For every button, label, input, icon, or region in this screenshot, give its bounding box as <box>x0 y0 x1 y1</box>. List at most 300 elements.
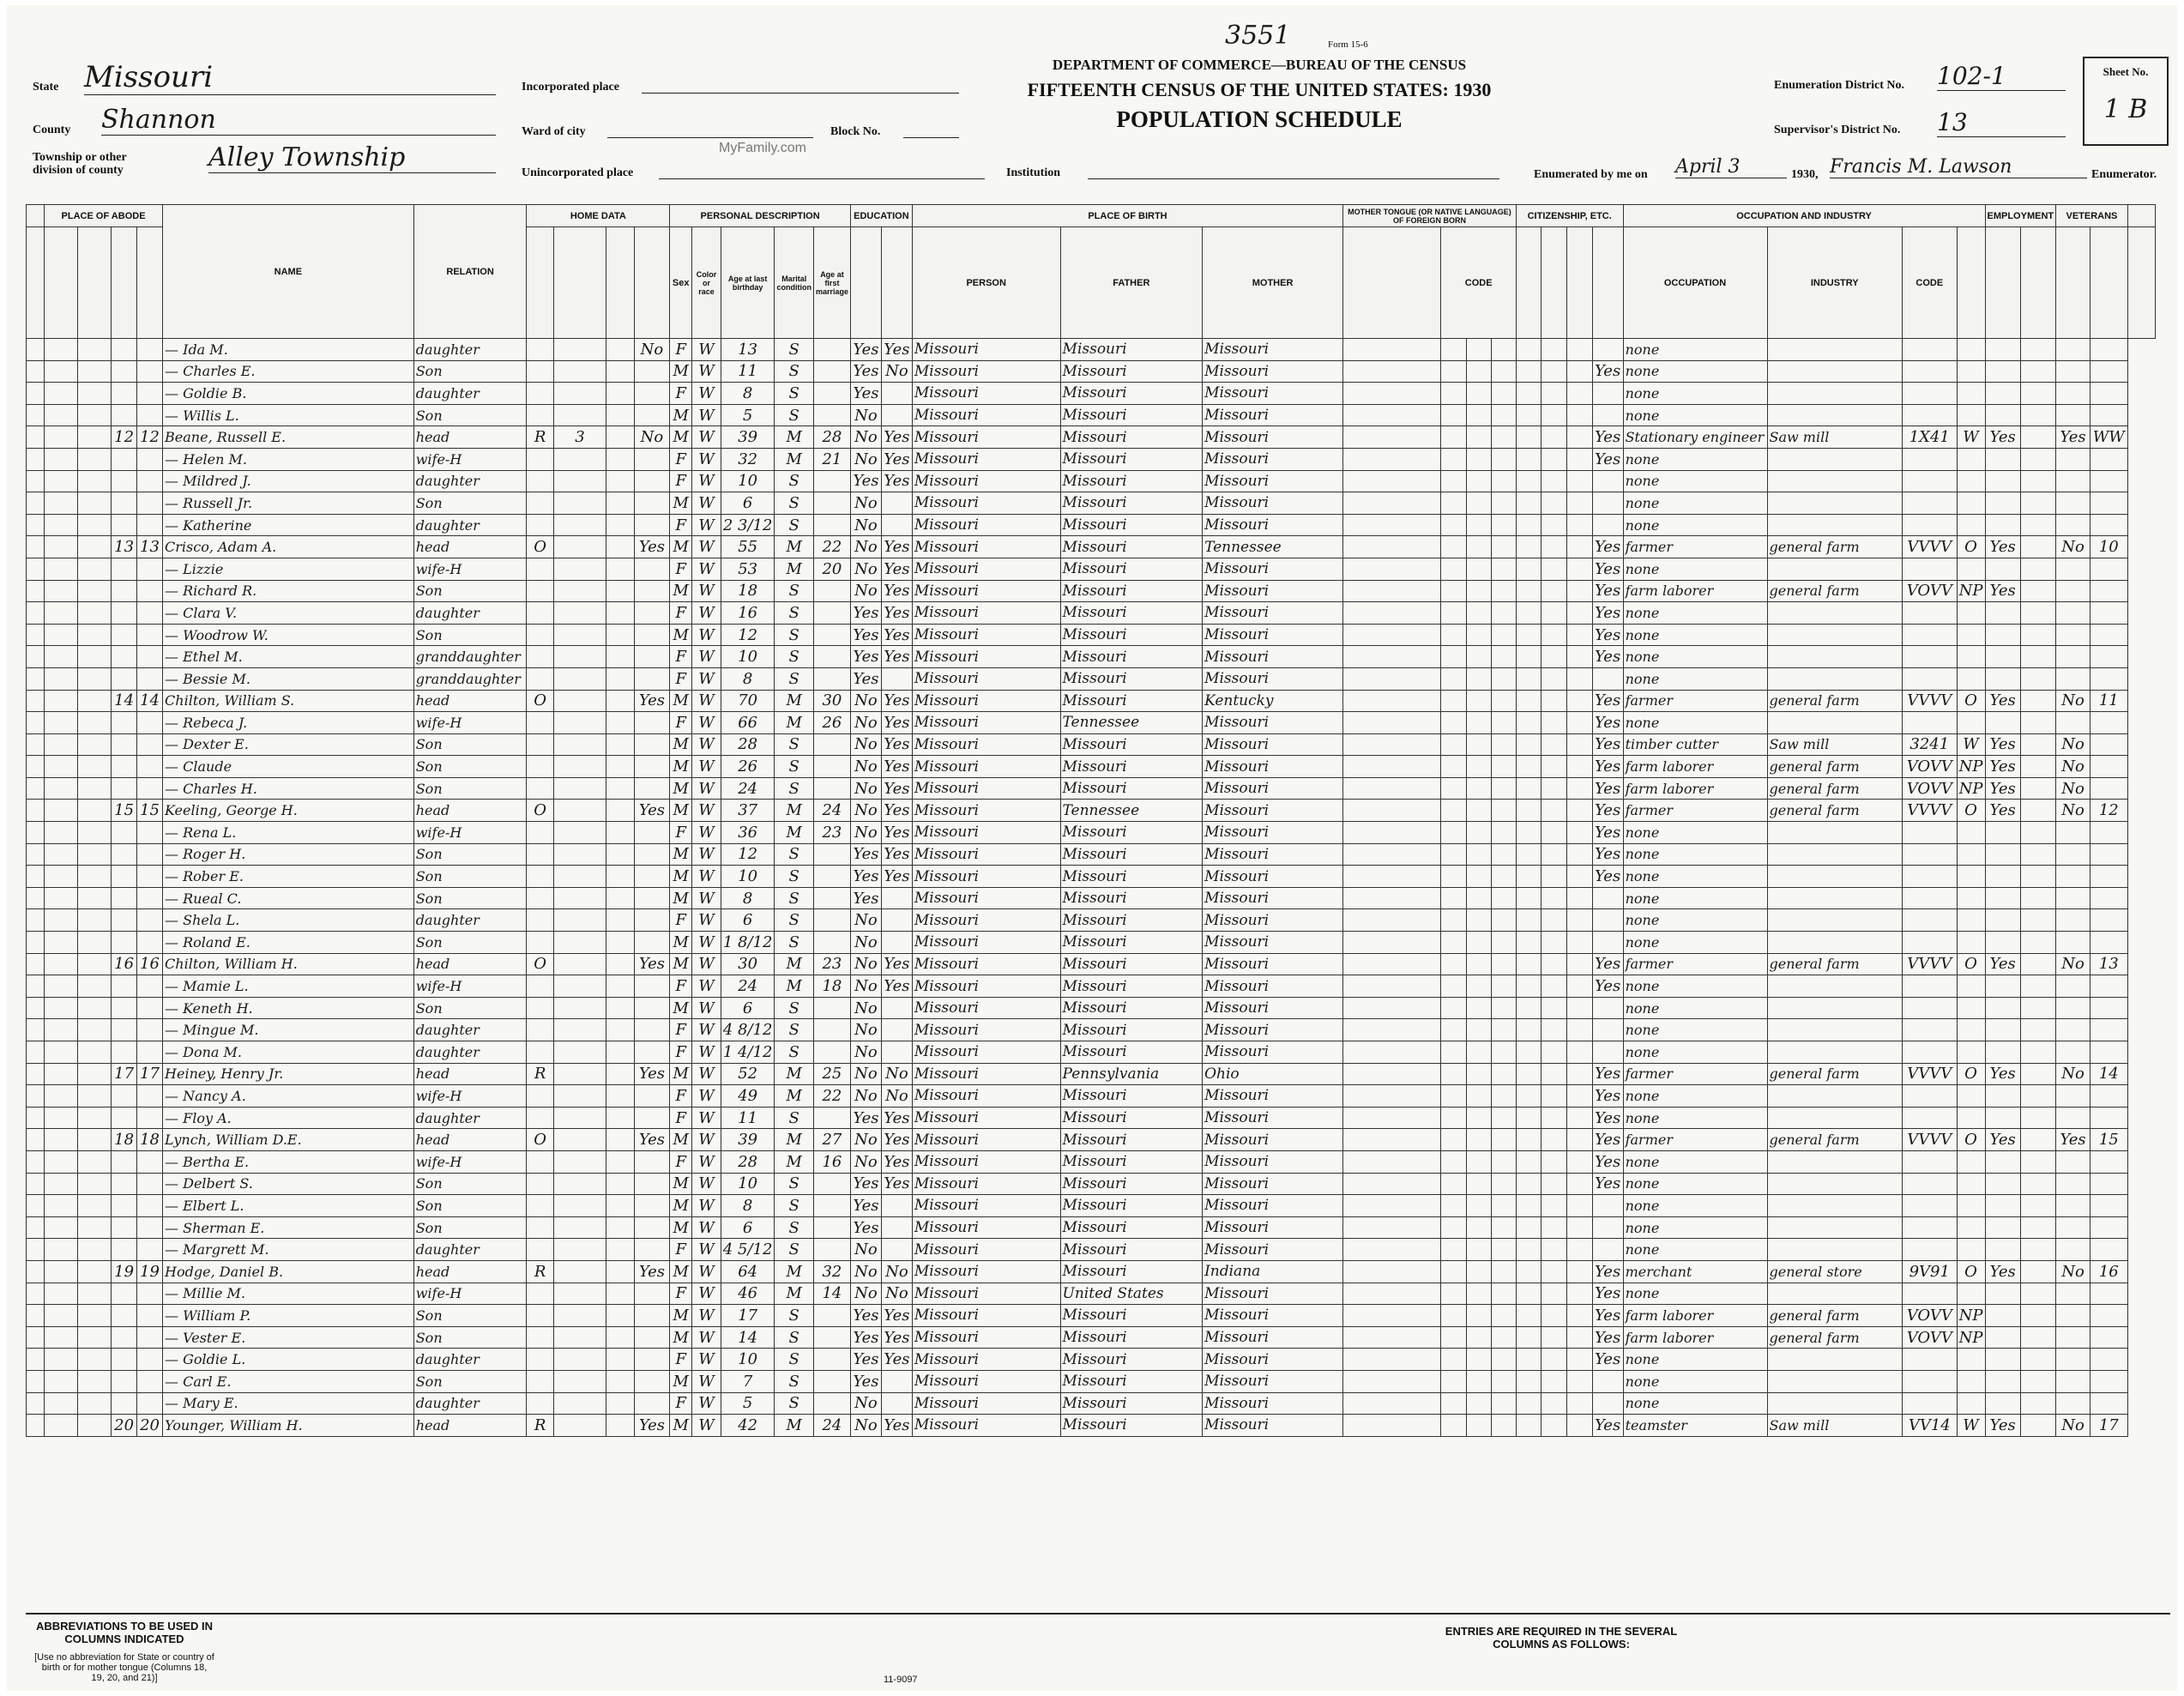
relation-header: RELATION <box>413 205 527 339</box>
occ-cell: timber cutter <box>1623 733 1767 756</box>
blank-cell <box>1516 536 1541 558</box>
mar-cell: M <box>775 1063 813 1085</box>
read-cell: Yes <box>881 712 912 734</box>
val-cell <box>553 1305 606 1327</box>
farm-cell <box>634 997 670 1019</box>
table-row <box>27 1129 2177 1151</box>
agem-cell: 32 <box>813 1260 850 1283</box>
mbp-cell: Missouri <box>1203 777 1343 800</box>
blank-cell <box>1567 997 1593 1019</box>
dw-cell <box>112 932 137 954</box>
war-cell <box>2090 1305 2127 1327</box>
code-cell <box>1902 909 1957 932</box>
eng-cell: Yes <box>1592 1326 1623 1349</box>
blank-cell <box>1541 887 1567 909</box>
blank-cell <box>45 1283 78 1305</box>
read-cell: Yes <box>881 448 912 470</box>
bp-cell: Missouri <box>912 932 1060 954</box>
home-cell <box>527 624 553 646</box>
ind-cell <box>1767 339 1902 361</box>
fam-cell: 14 <box>137 690 163 712</box>
blank-cell <box>1466 1173 1491 1195</box>
table-row <box>27 1239 2177 1261</box>
home-cell: O <box>527 1129 553 1151</box>
occ-cell: none <box>1623 558 1767 580</box>
agem-cell: 22 <box>813 536 850 558</box>
eng-cell: Yes <box>1592 448 1623 470</box>
blank-cell <box>1516 1107 1541 1129</box>
line-number <box>27 1260 45 1283</box>
blank-cell <box>1516 404 1541 426</box>
eng-cell <box>1592 1041 1623 1064</box>
war-cell <box>2090 383 2127 405</box>
blank-cell <box>1516 1063 1541 1085</box>
age-cell: 30 <box>721 953 775 975</box>
sex-cell: F <box>670 1085 692 1108</box>
name-cell: — Carl E. <box>163 1370 414 1392</box>
ind-cell <box>1767 1195 1902 1217</box>
age-cell: 10 <box>721 866 775 888</box>
blank-cell <box>1343 909 1441 932</box>
farm-cell <box>634 1041 670 1064</box>
name-cell: — Ida M. <box>163 339 414 361</box>
ind-cell <box>1767 1107 1902 1129</box>
blank-cell <box>1491 690 1516 712</box>
blank-cell <box>45 887 78 909</box>
code-cell <box>1902 1107 1957 1129</box>
blank-cell <box>1466 1326 1491 1349</box>
blank-cell <box>1516 1283 1541 1305</box>
blank-cell <box>1516 602 1541 625</box>
race-cell: W <box>692 514 721 536</box>
rel-cell: Son <box>413 777 527 800</box>
home-cell <box>527 1107 553 1129</box>
blank-cell <box>1466 646 1491 668</box>
person-sub-header: PERSON <box>912 227 1060 339</box>
agem-cell <box>813 339 850 361</box>
val-cell <box>553 756 606 778</box>
blank-cell <box>2020 822 2055 844</box>
bp-cell: Missouri <box>912 1019 1060 1041</box>
mbp-cell: Missouri <box>1203 1041 1343 1064</box>
name-cell: Heiney, Henry Jr. <box>163 1063 414 1085</box>
radio-cell <box>606 1085 634 1108</box>
mbp-cell: Missouri <box>1203 1173 1343 1195</box>
rel-cell: wife-H <box>413 1283 527 1305</box>
fam-cell: 13 <box>137 536 163 558</box>
vet-cell <box>2056 997 2090 1019</box>
fam-cell: 20 <box>137 1415 163 1437</box>
bp-cell: Missouri <box>912 1216 1060 1239</box>
line-number <box>27 843 45 866</box>
blank-cell <box>1441 1326 1466 1349</box>
bp-cell: Missouri <box>912 536 1060 558</box>
fbp-cell: Missouri <box>1060 470 1203 492</box>
eng-cell: Yes <box>1592 1063 1623 1085</box>
dw-cell <box>112 492 137 515</box>
fbp-cell: Missouri <box>1060 909 1203 932</box>
blank-cell <box>1466 932 1491 954</box>
mar-cell: M <box>775 426 813 449</box>
war-cell: 15 <box>2090 1129 2127 1151</box>
blank-cell <box>1491 426 1516 449</box>
agem-cell <box>813 1019 850 1041</box>
val-cell <box>553 448 606 470</box>
name-cell: — Woodrow W. <box>163 624 414 646</box>
war-cell <box>2090 1195 2127 1217</box>
ind-cell <box>1767 470 1902 492</box>
language-sub-header <box>1343 227 1441 339</box>
name-cell: Crisco, Adam A. <box>163 536 414 558</box>
fam-cell <box>137 1392 163 1415</box>
code-cell <box>1902 997 1957 1019</box>
blank-cell <box>2020 1085 2055 1108</box>
fam-cell <box>137 383 163 405</box>
dw-cell <box>112 646 137 668</box>
name-cell: — Mary E. <box>163 1392 414 1415</box>
fam-cell <box>137 975 163 998</box>
blank-cell <box>1541 1150 1567 1173</box>
war-cell <box>2090 997 2127 1019</box>
name-cell: — Floy A. <box>163 1107 414 1129</box>
read-cell: Yes <box>881 733 912 756</box>
vet-cell <box>2056 1392 2090 1415</box>
eng-cell <box>1592 383 1623 405</box>
sch-cell: Yes <box>850 360 881 383</box>
cls-cell: O <box>1957 1063 1985 1085</box>
blank-cell <box>1466 1041 1491 1064</box>
age-cell: 1 8/12 <box>721 932 775 954</box>
blank-cell <box>1516 1195 1541 1217</box>
race-cell: W <box>692 492 721 515</box>
mother-tongue-header: MOTHER TONGUE (OR NATIVE LANGUAGE) OF FOREIGN BORN <box>1343 205 1517 227</box>
cls-cell <box>1957 1195 1985 1217</box>
age-cell: 14 <box>721 1326 775 1349</box>
mar-cell: S <box>775 646 813 668</box>
name-cell: — Mildred J. <box>163 470 414 492</box>
blank-cell <box>1567 536 1593 558</box>
blank-cell <box>45 1349 78 1371</box>
farm-cell <box>634 383 670 405</box>
fam-cell: 17 <box>137 1063 163 1085</box>
occ-cell: farm laborer <box>1623 580 1767 602</box>
cls-cell: NP <box>1957 1326 1985 1349</box>
fbp-cell: Missouri <box>1060 1326 1203 1349</box>
race-cell: W <box>692 470 721 492</box>
eng-cell <box>1592 887 1623 909</box>
line-number <box>27 383 45 405</box>
blank-cell <box>1491 1041 1516 1064</box>
race-cell: W <box>692 756 721 778</box>
blank-cell <box>45 558 78 580</box>
sch-cell: No <box>850 777 881 800</box>
rel-cell: Son <box>413 492 527 515</box>
blank-cell <box>1491 339 1516 361</box>
rel-cell: head <box>413 1415 527 1437</box>
census-title: FIFTEENTH CENSUS OF THE UNITED STATES: 1930 <box>1027 79 1492 100</box>
home-cell <box>527 514 553 536</box>
home-cell <box>527 1283 553 1305</box>
radio-cell <box>606 712 634 734</box>
mar-cell: S <box>775 339 813 361</box>
age-cell: 36 <box>721 822 775 844</box>
age-cell: 12 <box>721 843 775 866</box>
bp-cell: Missouri <box>912 1107 1060 1129</box>
bp-cell: Missouri <box>912 383 1060 405</box>
blank-cell <box>1541 536 1567 558</box>
war-cell <box>2090 756 2127 778</box>
name-cell: — Goldie B. <box>163 383 414 405</box>
agem-cell: 27 <box>813 1129 850 1151</box>
bp-cell: Missouri <box>912 646 1060 668</box>
fbp-cell: Missouri <box>1060 932 1203 954</box>
sex-cell: M <box>670 1063 692 1085</box>
dw-cell: 19 <box>112 1260 137 1283</box>
mbp-cell: Missouri <box>1203 426 1343 449</box>
race-cell: W <box>692 580 721 602</box>
agem-cell <box>813 1305 850 1327</box>
radio-cell <box>606 1349 634 1371</box>
home-cell: R <box>527 1415 553 1437</box>
home-cell <box>527 646 553 668</box>
blank-cell <box>2020 536 2055 558</box>
occ-cell: none <box>1623 975 1767 998</box>
age-cell: 53 <box>721 558 775 580</box>
line-number <box>27 1216 45 1239</box>
occ-cell: none <box>1623 470 1767 492</box>
blank-cell <box>1567 777 1593 800</box>
blank-cell <box>2020 690 2055 712</box>
sex-cell: F <box>670 448 692 470</box>
age-cell: 64 <box>721 1260 775 1283</box>
agem-cell <box>813 1370 850 1392</box>
mar-cell: S <box>775 360 813 383</box>
work-cell <box>1985 492 2020 515</box>
ind-cell <box>1767 932 1902 954</box>
sch-cell: Yes <box>850 470 881 492</box>
fbp-cell: Missouri <box>1060 624 1203 646</box>
blank-cell <box>78 339 112 361</box>
work-cell <box>1985 448 2020 470</box>
table-row <box>27 777 2177 800</box>
cls-cell <box>1957 404 1985 426</box>
blank-cell <box>1343 360 1441 383</box>
blank-cell <box>1541 777 1567 800</box>
sch-cell: Yes <box>850 866 881 888</box>
rel-cell: daughter <box>413 1041 527 1064</box>
blank-cell <box>1541 822 1567 844</box>
val-cell <box>553 339 606 361</box>
read-cell <box>881 1370 912 1392</box>
read-cell <box>881 514 912 536</box>
table-row <box>27 1173 2177 1195</box>
blank-cell <box>1441 536 1466 558</box>
blank-cell <box>45 1415 78 1437</box>
blank-cell <box>2020 383 2055 405</box>
blank-cell <box>1343 1173 1441 1195</box>
blank-cell <box>2020 580 2055 602</box>
rel-cell: wife-H <box>413 975 527 998</box>
blank-cell <box>1516 1150 1541 1173</box>
agem-cell <box>813 1216 850 1239</box>
war-cell <box>2090 1392 2127 1415</box>
war-cell <box>2090 1107 2127 1129</box>
val-cell <box>553 1150 606 1173</box>
dw-cell <box>112 1019 137 1041</box>
fbp-cell: Pennsylvania <box>1060 1063 1203 1085</box>
blank-cell <box>1466 866 1491 888</box>
age-cell: 24 <box>721 975 775 998</box>
farm-cell: Yes <box>634 1129 670 1151</box>
blank-cell <box>2020 777 2055 800</box>
war-cell <box>2090 404 2127 426</box>
sex-cell: M <box>670 800 692 822</box>
fbp-cell: Missouri <box>1060 1392 1203 1415</box>
fbp-cell: Missouri <box>1060 1305 1203 1327</box>
dw-cell <box>112 777 137 800</box>
blank-cell <box>2020 733 2055 756</box>
vet-cell <box>2056 602 2090 625</box>
mbp-cell: Missouri <box>1203 1019 1343 1041</box>
mbp-cell: Missouri <box>1203 1305 1343 1327</box>
code-cell: VOVV <box>1902 580 1957 602</box>
blank-cell <box>1441 756 1466 778</box>
work-cell <box>1985 1349 2020 1371</box>
race-cell: W <box>692 1283 721 1305</box>
name-cell: — Ethel M. <box>163 646 414 668</box>
mar-cell: M <box>775 1260 813 1283</box>
line-number <box>27 1107 45 1129</box>
school-sub-header <box>850 227 881 339</box>
mbp-cell: Missouri <box>1203 953 1343 975</box>
sch-cell: No <box>850 580 881 602</box>
work-cell <box>1985 1216 2020 1239</box>
work-cell: Yes <box>1985 800 2020 822</box>
blank-cell <box>1567 470 1593 492</box>
table-row <box>27 580 2177 602</box>
blank-cell <box>1567 1370 1593 1392</box>
mbp-cell: Missouri <box>1203 448 1343 470</box>
home-cell <box>527 866 553 888</box>
val-cell <box>553 1239 606 1261</box>
dw-cell <box>112 887 137 909</box>
blank-cell <box>1541 733 1567 756</box>
farm-cell <box>634 1085 670 1108</box>
ind-cell <box>1767 646 1902 668</box>
dw-cell <box>112 339 137 361</box>
blank-cell <box>78 866 112 888</box>
blank-cell <box>1516 1085 1541 1108</box>
read-write-sub-header <box>881 227 912 339</box>
cls-cell <box>1957 492 1985 515</box>
radio-cell <box>606 1019 634 1041</box>
occ-cell: none <box>1623 822 1767 844</box>
blank-cell <box>78 1415 112 1437</box>
ind-cell <box>1767 492 1902 515</box>
val-cell <box>553 1392 606 1415</box>
occ-cell: farm laborer <box>1623 1305 1767 1327</box>
eng-cell: Yes <box>1592 1107 1623 1129</box>
watermark: MyFamily.com <box>719 141 806 155</box>
vet-cell <box>2056 1041 2090 1064</box>
fam-cell <box>137 1019 163 1041</box>
radio-cell <box>606 800 634 822</box>
farm-cell <box>634 1283 670 1305</box>
industry-sub-header: INDUSTRY <box>1767 227 1902 339</box>
dw-cell <box>112 975 137 998</box>
blank-cell <box>1343 1260 1441 1283</box>
age-cell: 6 <box>721 492 775 515</box>
sex-cell: M <box>670 1216 692 1239</box>
name-cell: — Katherine <box>163 514 414 536</box>
table-row <box>27 426 2177 449</box>
blank-cell <box>2020 800 2055 822</box>
table-row <box>27 360 2177 383</box>
work-cell: Yes <box>1985 777 2020 800</box>
mbp-cell: Missouri <box>1203 1283 1343 1305</box>
line-number <box>27 624 45 646</box>
war-cell <box>2090 667 2127 690</box>
fbp-cell: Missouri <box>1060 514 1203 536</box>
occ-cell: none <box>1623 667 1767 690</box>
val-cell <box>553 602 606 625</box>
name-cell: — Willis L. <box>163 404 414 426</box>
mar-cell: S <box>775 887 813 909</box>
farm-cell <box>634 932 670 954</box>
val-cell <box>553 646 606 668</box>
blank-cell <box>2020 1063 2055 1085</box>
blank-cell <box>1466 1085 1491 1108</box>
blank-cell <box>1441 712 1466 734</box>
race-cell: W <box>692 667 721 690</box>
place-of-birth-header: PLACE OF BIRTH <box>912 205 1342 227</box>
table-row <box>27 887 2177 909</box>
age-cell: 4 5/12 <box>721 1239 775 1261</box>
cls-cell: NP <box>1957 580 1985 602</box>
blank-cell <box>45 1305 78 1327</box>
blank-cell <box>1343 756 1441 778</box>
race-cell: W <box>692 1173 721 1195</box>
rel-cell: wife-H <box>413 822 527 844</box>
name-cell: Hodge, Daniel B. <box>163 1260 414 1283</box>
mar-cell: M <box>775 1129 813 1151</box>
blank-cell <box>1567 1415 1593 1437</box>
blank-cell <box>1541 866 1567 888</box>
war-cell <box>2090 1216 2127 1239</box>
blank-cell <box>78 580 112 602</box>
mbp-cell: Missouri <box>1203 1349 1343 1371</box>
code-cell: VVVV <box>1902 953 1957 975</box>
blank-cell <box>2020 932 2055 954</box>
agem-cell <box>813 777 850 800</box>
eng-cell: Yes <box>1592 1085 1623 1108</box>
eng-cell: Yes <box>1592 1129 1623 1151</box>
blank-cell <box>1441 975 1466 998</box>
vet-cell <box>2056 1326 2090 1349</box>
blank-cell <box>1466 733 1491 756</box>
sch-cell: No <box>850 448 881 470</box>
val-cell <box>553 470 606 492</box>
eng-cell: Yes <box>1592 1349 1623 1371</box>
farm-cell <box>634 843 670 866</box>
vet-cell <box>2056 360 2090 383</box>
agem-cell <box>813 667 850 690</box>
mbp-cell: Kentucky <box>1203 690 1343 712</box>
val-cell <box>553 975 606 998</box>
cls-cell: NP <box>1957 777 1985 800</box>
bp-cell: Missouri <box>912 690 1060 712</box>
blank-cell <box>78 1107 112 1129</box>
